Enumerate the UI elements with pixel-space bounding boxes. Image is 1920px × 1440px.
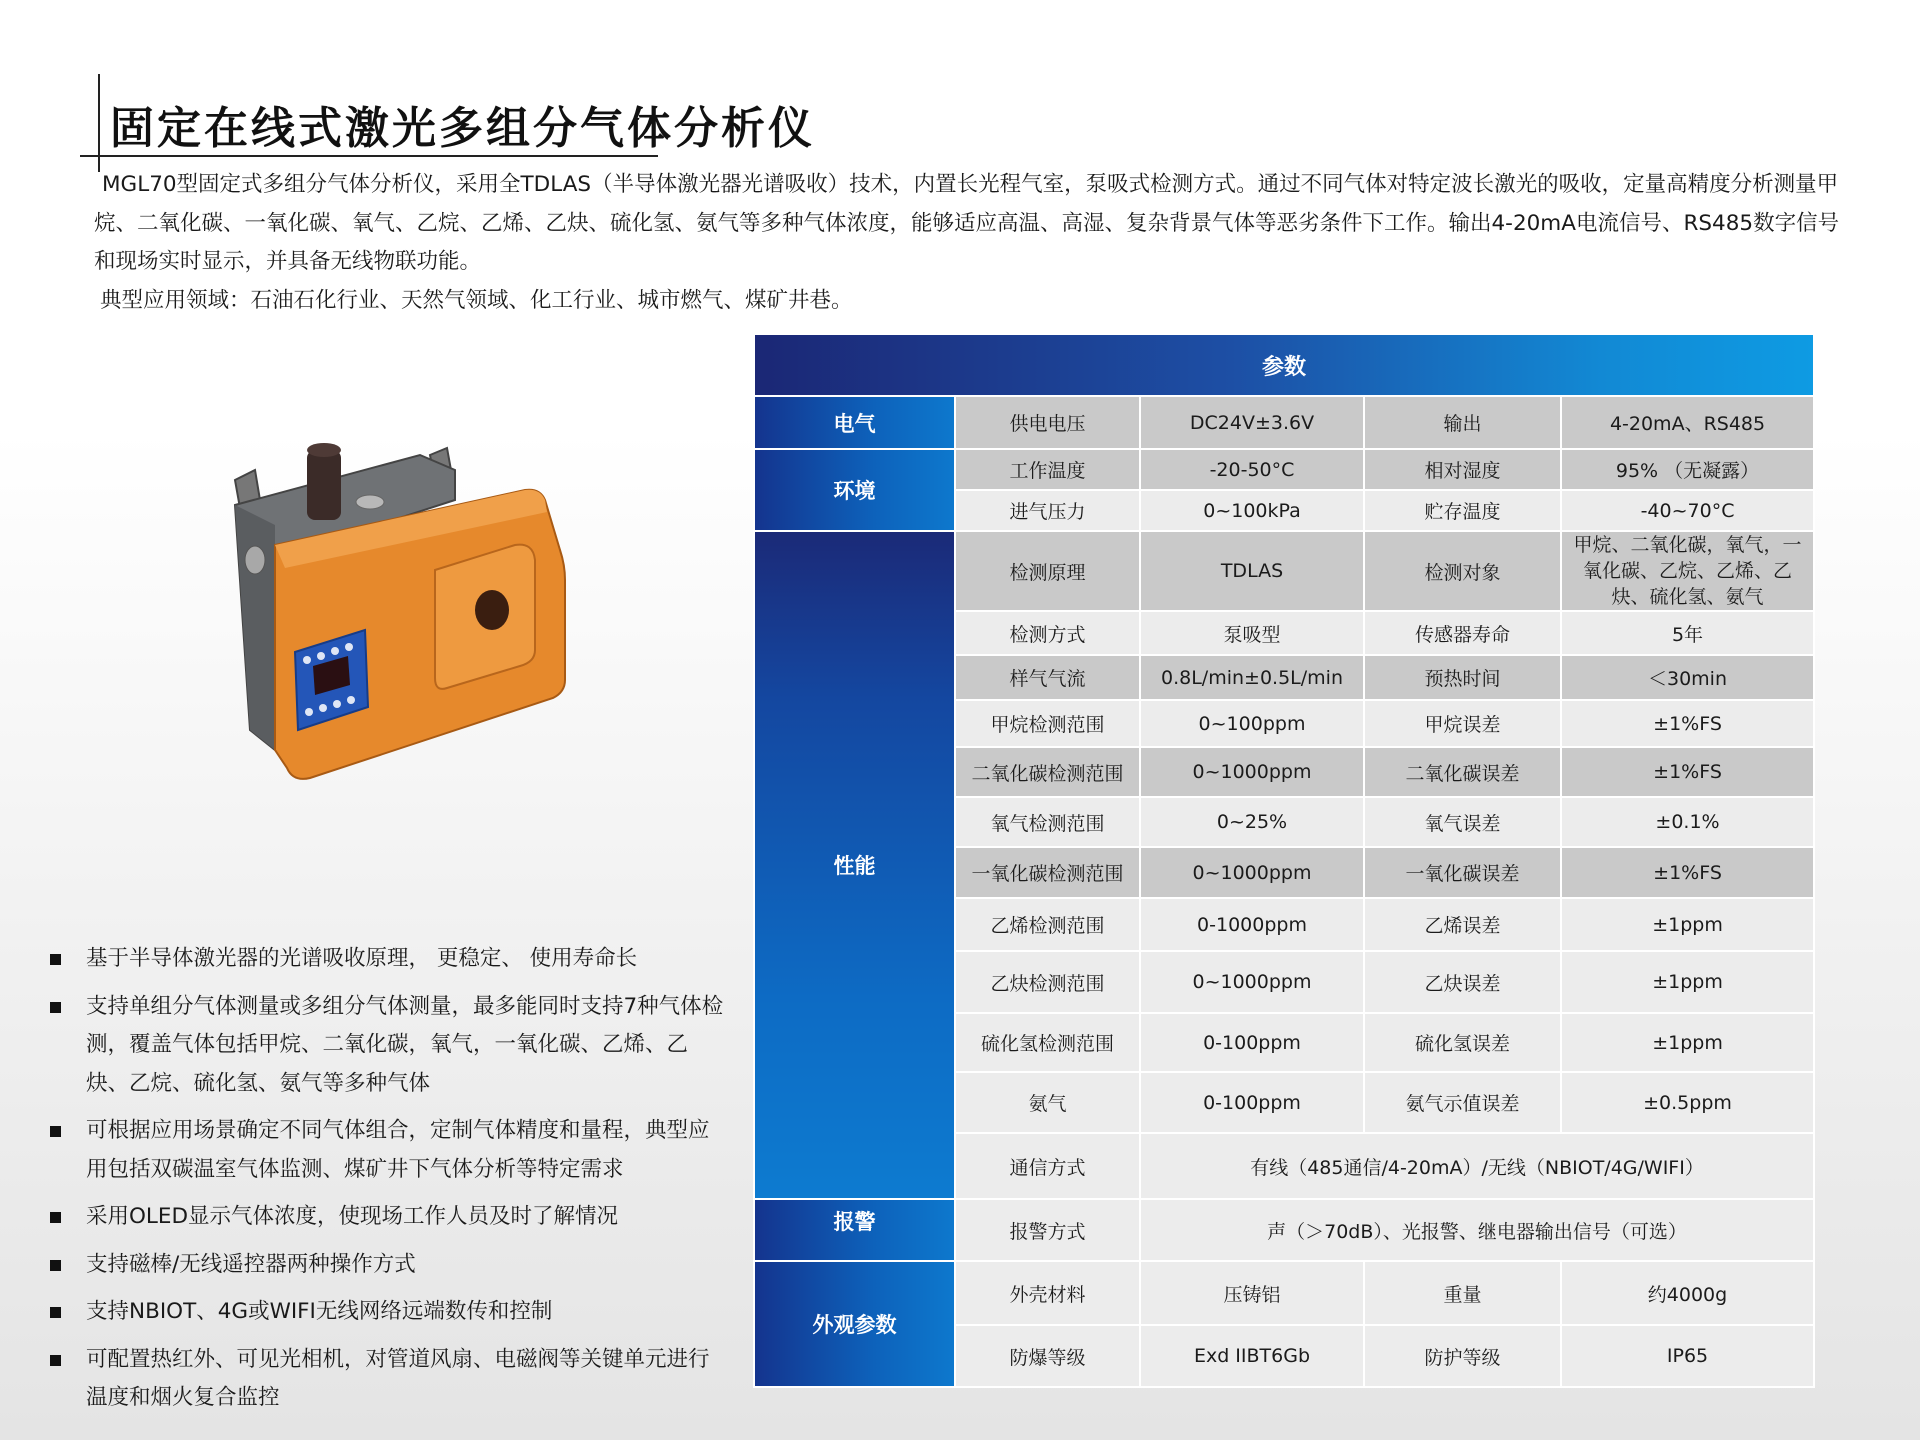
param-label: 乙烯误差 bbox=[1364, 898, 1561, 951]
list-item: 支持NBIOT、4G或WIFI无线网络远端数传和控制 bbox=[50, 1293, 730, 1332]
param-label: 工作温度 bbox=[955, 449, 1140, 490]
intro-paragraph: MGL70型固定式多组分气体分析仪，采用全TDLAS（半导体激光器光谱吸收）技术，内置长光程气室，泵吸式检测方式。通过不同气体对特定波长激光的吸收，定量高精度分析测量甲烷、二氧化碳、一氧化碳、氧气、乙烷、乙烯、乙炔、硫化氢、氨气等多种气体浓度，能够适应高温、高湿、复杂背景气体等恶劣条件下工作。输出4-20mA电流信号、RS485数字信号和现场实时显示，并具备无线物联功能。 bbox=[94, 172, 1840, 274]
title-vertical-rule bbox=[98, 74, 100, 172]
param-value: 0-1000ppm bbox=[1140, 898, 1364, 951]
category-performance: 性能 bbox=[754, 531, 955, 1199]
param-value: ±0.1% bbox=[1561, 797, 1814, 847]
list-item: 支持磁棒/无线遥控器两种操作方式 bbox=[50, 1246, 730, 1285]
list-item: 采用OLED显示气体浓度，使现场工作人员及时了解情况 bbox=[50, 1198, 730, 1237]
param-value: TDLAS bbox=[1140, 531, 1364, 611]
param-value: ±1ppm bbox=[1561, 951, 1814, 1013]
param-value: 0.8L/min±0.5L/min bbox=[1140, 655, 1364, 700]
param-label: 防护等级 bbox=[1364, 1325, 1561, 1387]
param-value: ＜30min bbox=[1561, 655, 1814, 700]
param-value: 0~1000ppm bbox=[1140, 847, 1364, 898]
bullet-square-icon bbox=[50, 1002, 61, 1013]
parameter-table bbox=[753, 333, 1815, 1388]
param-label: 传感器寿命 bbox=[1364, 611, 1561, 655]
param-value: IP65 bbox=[1561, 1325, 1814, 1387]
param-value: 0~100ppm bbox=[1140, 700, 1364, 747]
list-item: 可配置热红外、可见光相机，对管道风扇、电磁阀等关键单元进行温度和烟火复合监控 bbox=[50, 1341, 730, 1418]
param-label: 氨气示值误差 bbox=[1364, 1072, 1561, 1133]
bullet-square-icon bbox=[50, 1355, 61, 1366]
param-label: 进气压力 bbox=[955, 490, 1140, 531]
param-label: 甲烷误差 bbox=[1364, 700, 1561, 747]
param-label: 乙烯检测范围 bbox=[955, 898, 1140, 951]
param-label: 检测方式 bbox=[955, 611, 1140, 655]
param-label: 氨气 bbox=[955, 1072, 1140, 1133]
list-item: 基于半导体激光器的光谱吸收原理， 更稳定、 使用寿命长 bbox=[50, 940, 730, 979]
param-value: 有线（485通信/4-20mA）/无线（NBIOT/4G/WIFI） bbox=[1140, 1133, 1814, 1199]
bullet-square-icon bbox=[50, 1260, 61, 1271]
param-value: -20-50°C bbox=[1140, 449, 1364, 490]
param-label: 乙炔误差 bbox=[1364, 951, 1561, 1013]
page-title: 固定在线式激光多组分气体分析仪 bbox=[110, 103, 815, 154]
table-header: 参数 bbox=[754, 334, 1814, 396]
param-label: 二氧化碳误差 bbox=[1364, 747, 1561, 797]
table-row bbox=[754, 449, 1814, 490]
bullet-square-icon bbox=[50, 954, 61, 965]
param-value: ±1%FS bbox=[1561, 747, 1814, 797]
param-label: 检测对象 bbox=[1364, 531, 1561, 611]
param-value: 0~1000ppm bbox=[1140, 951, 1364, 1013]
param-value: 0~25% bbox=[1140, 797, 1364, 847]
param-value: 5年 bbox=[1561, 611, 1814, 655]
param-label: 甲烷检测范围 bbox=[955, 700, 1140, 747]
category-electric: 电气 bbox=[754, 396, 955, 449]
table-row bbox=[754, 531, 1814, 611]
bullet-square-icon bbox=[50, 1212, 61, 1223]
param-label: 输出 bbox=[1364, 396, 1561, 449]
param-label: 检测原理 bbox=[955, 531, 1140, 611]
param-label: 重量 bbox=[1364, 1261, 1561, 1325]
param-label: 防爆等级 bbox=[955, 1325, 1140, 1387]
param-label: 乙炔检测范围 bbox=[955, 951, 1140, 1013]
param-label: 相对湿度 bbox=[1364, 449, 1561, 490]
param-value: ±0.5ppm bbox=[1561, 1072, 1814, 1133]
param-label: 贮存温度 bbox=[1364, 490, 1561, 531]
param-value: ±1ppm bbox=[1561, 1013, 1814, 1072]
param-label: 硫化氢误差 bbox=[1364, 1013, 1561, 1072]
param-label: 报警方式 bbox=[955, 1199, 1140, 1261]
param-value: -40~70°C bbox=[1561, 490, 1814, 531]
bullet-square-icon bbox=[50, 1126, 61, 1137]
table-row bbox=[754, 1199, 1814, 1261]
application-fields: 典型应用领域：石油石化行业、天然气领域、化工行业、城市燃气、煤矿井巷。 bbox=[100, 288, 853, 313]
param-value: 4-20mA、RS485 bbox=[1561, 396, 1814, 449]
param-label: 硫化氢检测范围 bbox=[955, 1013, 1140, 1072]
param-value: 甲烷、二氧化碳，氧气，一氧化碳、乙烷、乙烯、乙炔、硫化氢、氨气 bbox=[1561, 531, 1814, 611]
param-value: DC24V±3.6V bbox=[1140, 396, 1364, 449]
param-label: 氧气检测范围 bbox=[955, 797, 1140, 847]
param-label: 氧气误差 bbox=[1364, 797, 1561, 847]
list-item: 支持单组分气体测量或多组分气体测量，最多能同时支持7种气体检测，覆盖气体包括甲烷、二氧化碳，氧气，一氧化碳、乙烯、乙炔、乙烷、硫化氢、氨气等多种气体 bbox=[50, 988, 730, 1104]
param-value: ±1%FS bbox=[1561, 847, 1814, 898]
param-value: 约4000g bbox=[1561, 1261, 1814, 1325]
param-value: ±1ppm bbox=[1561, 898, 1814, 951]
param-value: 泵吸型 bbox=[1140, 611, 1364, 655]
category-appearance: 外观参数 bbox=[754, 1261, 955, 1387]
category-environment: 环境 bbox=[754, 449, 955, 531]
param-label: 一氧化碳检测范围 bbox=[955, 847, 1140, 898]
feature-list bbox=[50, 940, 730, 1427]
gas-analyzer-device-image bbox=[215, 430, 585, 790]
param-value: 压铸铝 bbox=[1140, 1261, 1364, 1325]
table-row bbox=[754, 1261, 1814, 1325]
param-value: 0~1000ppm bbox=[1140, 747, 1364, 797]
param-label: 预热时间 bbox=[1364, 655, 1561, 700]
param-label: 供电电压 bbox=[955, 396, 1140, 449]
param-value: 0-100ppm bbox=[1140, 1013, 1364, 1072]
category-alarm: 报警 bbox=[754, 1199, 955, 1261]
param-label: 二氧化碳检测范围 bbox=[955, 747, 1140, 797]
bullet-square-icon bbox=[50, 1307, 61, 1318]
param-label: 样气气流 bbox=[955, 655, 1140, 700]
param-value: 0-100ppm bbox=[1140, 1072, 1364, 1133]
table-row bbox=[754, 396, 1814, 449]
param-value: Exd IIBT6Gb bbox=[1140, 1325, 1364, 1387]
param-value: 95% （无凝露） bbox=[1561, 449, 1814, 490]
param-label: 外壳材料 bbox=[955, 1261, 1140, 1325]
param-value: ±1%FS bbox=[1561, 700, 1814, 747]
param-label: 一氧化碳误差 bbox=[1364, 847, 1561, 898]
param-label: 通信方式 bbox=[955, 1133, 1140, 1199]
param-value: 声（＞70dB）、光报警、继电器输出信号（可选） bbox=[1140, 1199, 1814, 1261]
list-item: 可根据应用场景确定不同气体组合，定制气体精度和量程，典型应用包括双碳温室气体监测、煤矿井下气体分析等特定需求 bbox=[50, 1112, 730, 1189]
param-value: 0~100kPa bbox=[1140, 490, 1364, 531]
